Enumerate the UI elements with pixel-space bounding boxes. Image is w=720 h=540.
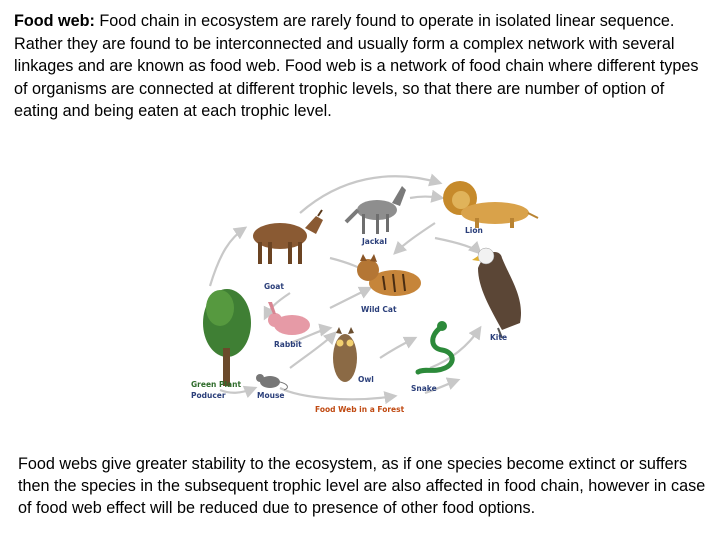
food-web-figure (180, 158, 560, 420)
lion-icon (443, 181, 538, 228)
snake-icon (418, 321, 452, 372)
food-web-term: Food web: (14, 12, 95, 30)
lion-label: Lion (465, 226, 483, 235)
wild-cat-label: Wild Cat (361, 305, 397, 314)
jackal-icon (346, 186, 406, 234)
rabbit-label: Rabbit (274, 340, 302, 349)
green-plant-icon (203, 289, 251, 386)
mouse-label: Mouse (257, 391, 285, 400)
kite-label: Kite (490, 333, 508, 342)
intro-text: Food chain in ecosystem are rarely found to operate in isolated linear sequence. Rather they are found to be interconnected and usually form a complex network with several linkages and are known as food web. Food web is a network of food chain where different types of organisms are connected at different trophic levels, so that there are number of option of eating and being eaten at each trophic level. (14, 12, 699, 121)
goat-icon (253, 210, 323, 264)
intro-paragraph (14, 10, 710, 123)
mouse-icon (256, 374, 287, 390)
snake-label: Snake (411, 384, 437, 393)
green-plant-label: Green Plant (191, 380, 242, 389)
producer-label: Poducer (191, 391, 226, 400)
goat-label: Goat (264, 282, 284, 291)
stability-paragraph: Food webs give greater stability to the ecosystem, as if one species become extinct or suffers then the species in the subsequent trophic level are also affected in food chain, however in case of food web effect will be reduced due to presence of other food options. (18, 455, 706, 518)
owl-icon (333, 327, 357, 382)
kite-icon (472, 248, 521, 338)
jackal-label: Jackal (362, 237, 387, 246)
owl-label: Owl (358, 375, 374, 384)
figure-caption: Food Web in a Forest (315, 405, 405, 414)
rabbit-icon (268, 302, 310, 335)
